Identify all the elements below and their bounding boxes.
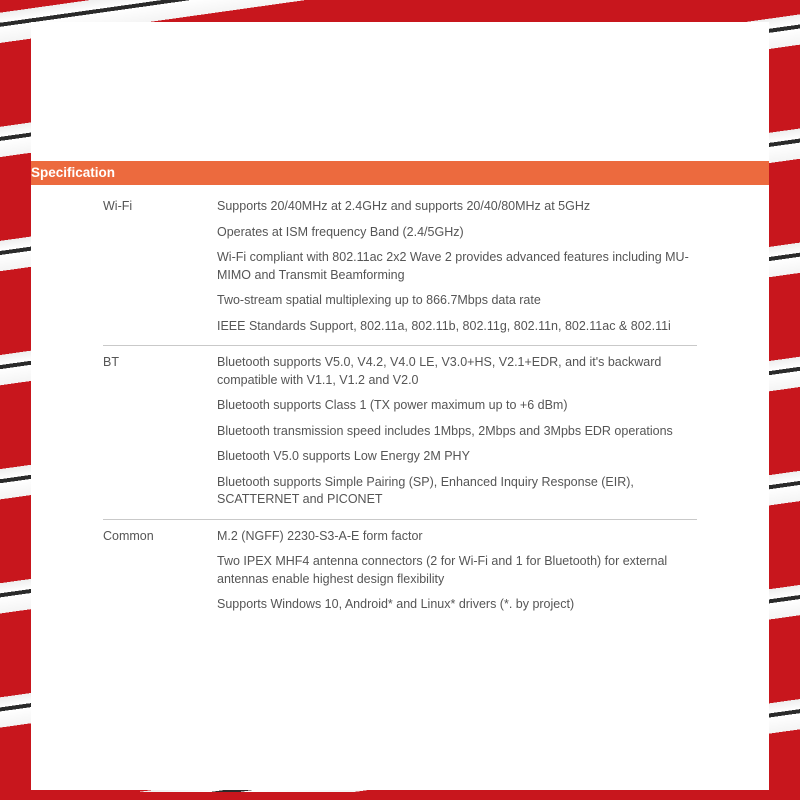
spec-group-common [103, 528, 697, 624]
spec-item: Two IPEX MHF4 antenna connectors (2 for Wi-Fi and 1 for Bluetooth) for external antennas enable highest design flexibility [217, 554, 668, 586]
spec-group-wifi [103, 198, 697, 346]
spec-sheet [31, 22, 769, 790]
frame-bottom-border [0, 792, 800, 800]
spec-table [103, 198, 697, 632]
spec-header-title: Specification [31, 165, 116, 180]
spec-item: Bluetooth supports V5.0, V4.2, V4.0 LE, V3.0+HS, V2.1+EDR, and it's backward compatible with V1.1, V1.2 and V2.0 [217, 355, 662, 387]
spec-item: Two-stream spatial multiplexing up to 866.7Mbps data rate [217, 293, 541, 307]
group-label: Wi-Fi [103, 199, 133, 213]
group-label: BT [103, 355, 119, 369]
group-items [217, 198, 697, 339]
spec-item: IEEE Standards Support, 802.11a, 802.11b, 802.11g, 802.11n, 802.11ac & 802.11i [217, 318, 671, 333]
group-items [217, 528, 697, 618]
spec-item: Operates at ISM frequency Band (2.4/5GHz) [217, 224, 464, 239]
spec-header-bar [31, 161, 769, 185]
spec-item: Wi-Fi compliant with 802.11ac 2x2 Wave 2 provides advanced features including MU-MIMO and Transmit Beamforming [217, 250, 689, 282]
spec-item: Bluetooth V5.0 supports Low Energy 2M PHY [217, 449, 470, 463]
spec-item: Bluetooth transmission speed includes 1Mbps, 2Mbps and 3Mpbs EDR operations [217, 423, 673, 438]
spec-group-bt [103, 354, 697, 520]
spec-item: Supports Windows 10, Android* and Linux* drivers (*. by project) [217, 597, 575, 611]
group-label: Common [103, 528, 154, 543]
spec-item: Bluetooth supports Simple Pairing (SP), Enhanced Inquiry Response (EIR), SCATTERNET and PICONET [217, 474, 634, 506]
group-items [217, 354, 697, 513]
spec-item: Supports 20/40MHz at 2.4GHz and supports 20/40/80MHz at 5GHz [217, 199, 591, 213]
spec-item: Bluetooth supports Class 1 (TX power maximum up to +6 dBm) [217, 398, 568, 412]
spec-item: M.2 (NGFF) 2230-S3-A-E form factor [217, 528, 423, 543]
